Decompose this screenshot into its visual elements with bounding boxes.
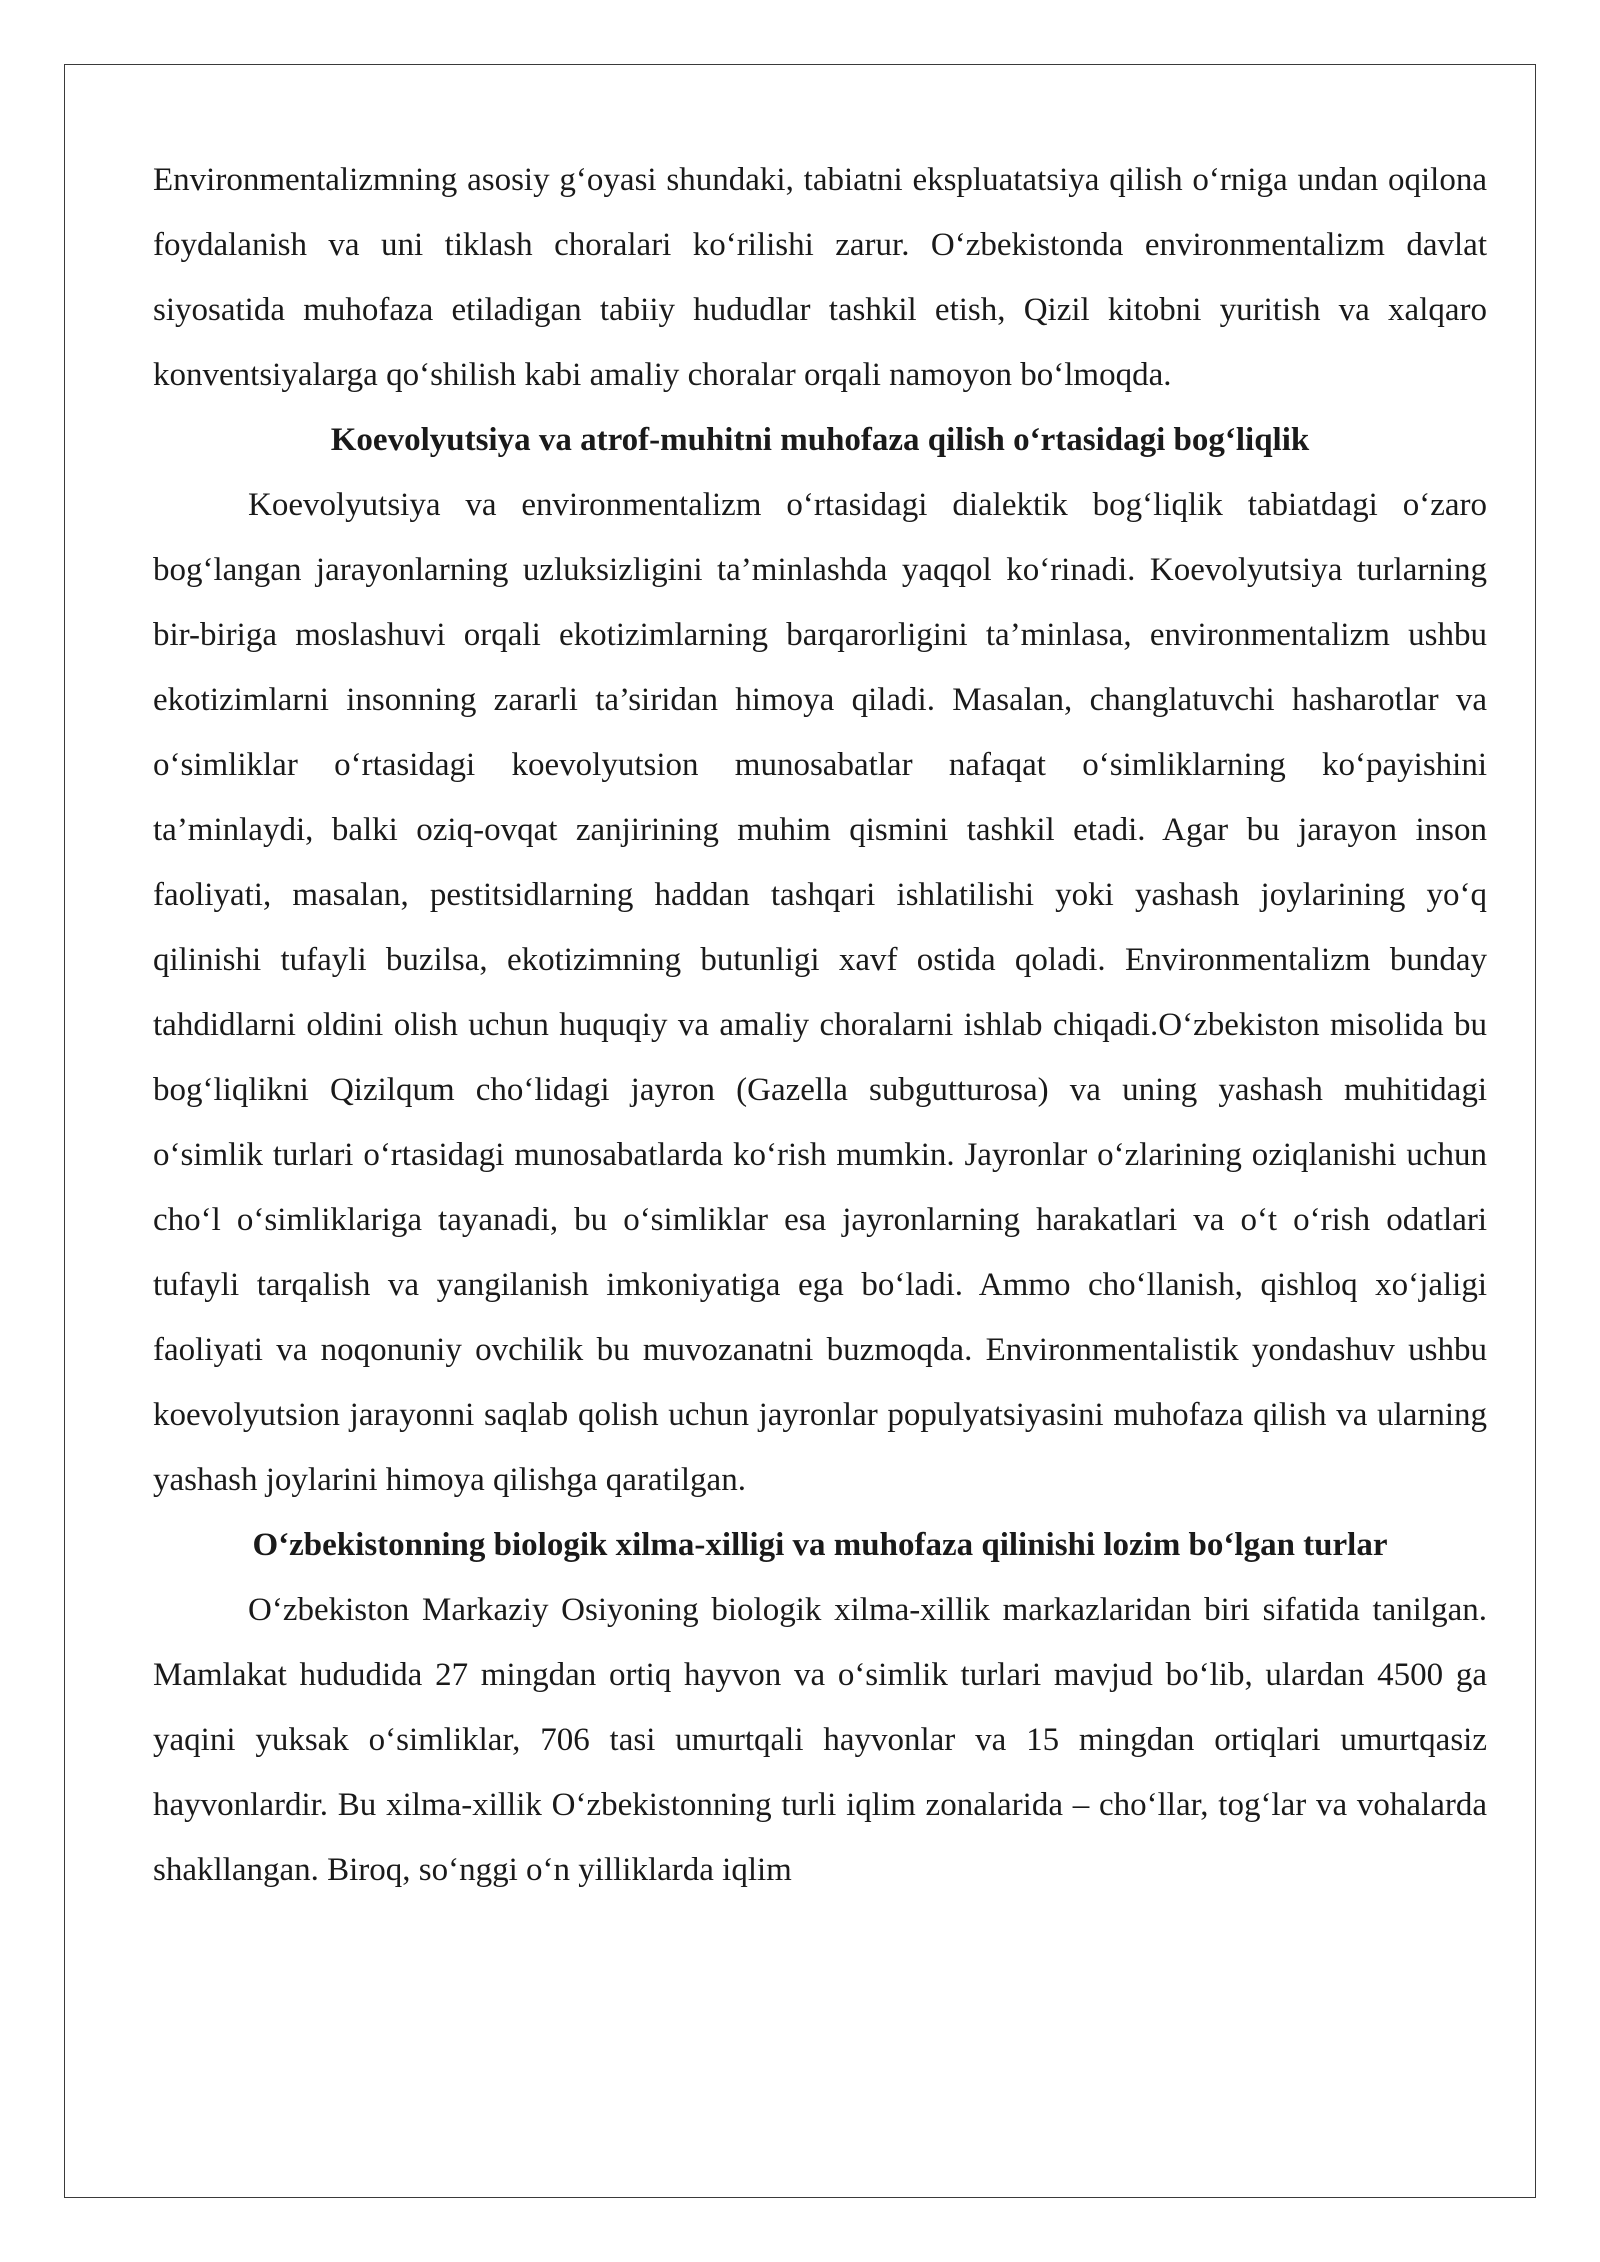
section-heading-biodiversity: O‘zbekistonning biologik xilma-xilligi va muhofaza qilinishi lozim bo‘lgan turlar — [252, 1527, 1388, 1563]
section-heading-coevolution: Koevolyutsiya va atrof-muhitni muhofaza qilish o‘rtasidagi bog‘liqlik — [330, 422, 1310, 458]
paragraph-biodiversity: O‘zbekiston Markaziy Osiyoning biologik xilma-xillik markazlaridan biri sifatida tanilgan. Mamlakat hududida 27 mingdan ortiq hayvon va o‘simlik turlari mavjud bo‘lib, ulardan 4500 ga yaqini yuksak o‘simliklar, 706 tasi umurtqali hayvonlar va 15 mingdan ortiqlari umurtqasiz hayvonlardir. Bu xilma-xillik O‘zbekistonning turli iqlim zonalarida – cho‘llar, tog‘lar va vohalarda shakllangan. Biroq, so‘nggi o‘n yilliklarda iqlim — [153, 1592, 1487, 1888]
paragraph-coevolution: Koevolyutsiya va environmentalizm o‘rtasidagi dialektik bog‘liqlik tabiatdagi o‘zaro bog‘langan jarayonlarning uzluksizligini ta’minlashda yaqqol ko‘rinadi. Koevolyutsiya turlarning bir-biriga moslashuvi orqali ekotizimlarning barqarorligini ta’minlasa, environmentalizm ushbu ekotizimlarni insonning zararli ta’siridan himoya qiladi. Masalan, changlatuvchi hasharotlar va o‘simliklar o‘rtasidagi koevolyutsion munosabatlar nafaqat o‘simliklarning ko‘payishini ta’minlaydi, balki oziq-ovqat zanjirining muhim qismini tashkil etadi. Agar bu jarayon inson faoliyati, masalan, pestitsidlarning haddan tashqari ishlatilishi yoki yashash joylarining yo‘q qilinishi tufayli buzilsa, ekotizimning butunligi xavf ostida qoladi. Environmentalizm bunday tahdidlarni oldini olish uchun huquqiy va amaliy choralarni ishlab chiqadi.O‘zbekiston misolida bu bog‘liqlikni Qizilqum cho‘lidagi jayron (Gazella subgutturosa) va uning yashash muhitidagi o‘simlik turlari o‘rtasidagi munosabatlarda ko‘rish mumkin. Jayronlar o‘zlarining oziqlanishi uchun cho‘l o‘simliklariga tayanadi, bu o‘simliklar esa jayronlarning harakatlari va o‘t o‘rish odatlari tufayli tarqalish va yangilanish imkoniyatiga ega bo‘ladi. Ammo cho‘llanish, qishloq xo‘jaligi faoliyati va noqonuniy ovchilik bu muvozanatni buzmoqda. Environmentalistik yondashuv ushbu koevolyutsion jarayonni saqlab qolish uchun jayronlar populyatsiyasini muhofaza qilish va ularning yashash joylarini himoya qilishga qaratilgan. — [153, 487, 1487, 1498]
paragraph-intro: Environmentalizmning asosiy g‘oyasi shundaki, tabiatni ekspluatatsiya qilish o‘rniga undan oqilona foydalanish va uni tiklash choralari ko‘rilishi zarur. O‘zbekistonda environmentalizm davlat siyosatida muhofaza etiladigan tabiiy hududlar tashkil etish, Qizil kitobni yuritish va xalqaro konventsiyalarga qo‘shilish kabi amaliy choralar orqali namoyon bo‘lmoqda. — [153, 162, 1487, 393]
document-body — [153, 148, 1487, 1903]
